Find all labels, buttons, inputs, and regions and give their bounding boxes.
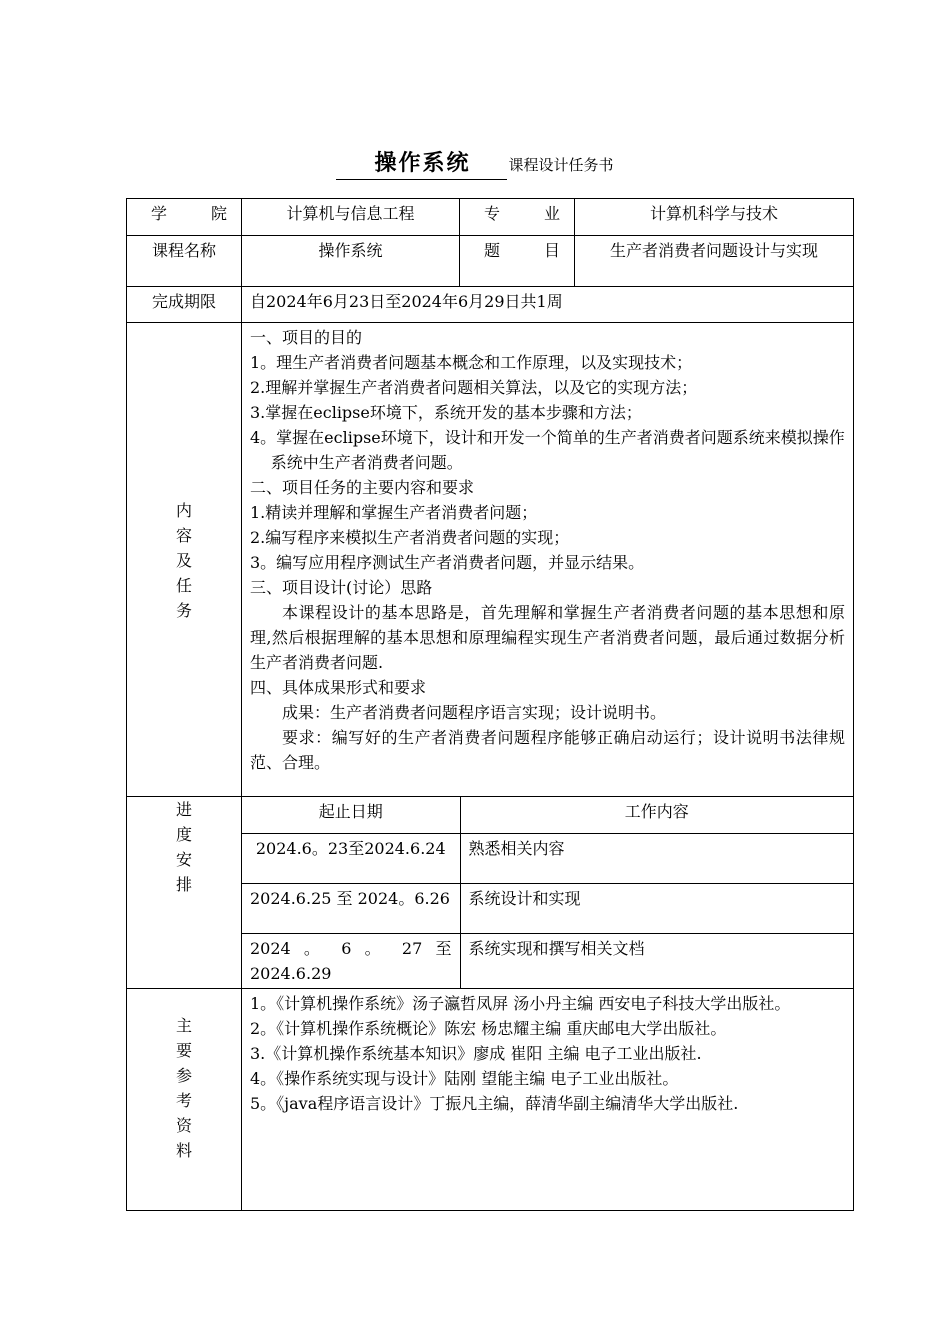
reference-item: 2。《计算机操作系统概论》陈宏 杨忠耀主编 重庆邮电大学出版社。	[250, 1018, 727, 1038]
reference-item: 3.《计算机操作系统基本知识》廖成 崔阳 主编 电子工业出版社.	[250, 1043, 702, 1063]
goal-item: 2.理解并掌握生产者消费者问题相关算法，以及它的实现方法；	[250, 378, 698, 397]
design-idea: 本课程设计的基本思路是，首先理解和掌握生产者消费者问题的基本思想和原理,然后根据理解的基本思想和原理编程实现生产者消费者问题，最后通过数据分析生产者消费者问题.	[250, 603, 845, 672]
schedule-date: 2024 。 6 。 27 至 2024.6.29	[242, 933, 460, 988]
reference-item: 1。《计算机操作系统》汤子瀛哲凤屏 汤小丹主编 西安电子科技大学出版社。	[250, 993, 791, 1013]
task-item: 1.精读并理解和掌握生产者消费者问题；	[250, 503, 538, 522]
section-heading-3: 三、项目设计(讨论）思路	[250, 578, 433, 597]
goal-item: 1。理生产者消费者问题基本概念和工作原理，以及实现技术；	[250, 353, 693, 372]
topic-value: 生产者消费者问题设计与实现	[575, 236, 854, 287]
schedule-date: 2024.6。23至2024.6.24	[242, 833, 460, 883]
task-item: 2.编写程序来模拟生产者消费者问题的实现；	[250, 528, 570, 547]
schedule-label-cell	[127, 797, 242, 989]
reference-item: 4。《操作系统实现与设计》陆刚 望能主编 电子工业出版社。	[250, 1068, 679, 1088]
schedule-work: 系统设计和实现	[460, 883, 853, 933]
schedule-table	[242, 797, 853, 988]
course-value: 操作系统	[242, 236, 460, 287]
reference-item: 5。《java程序语言设计》丁振凡主编，薛清华副主编清华大学出版社.	[250, 1093, 739, 1113]
schedule-work: 熟悉相关内容	[460, 833, 853, 883]
references-label-cell	[127, 988, 242, 1210]
section-heading-4: 四、具体成果形式和要求	[250, 678, 427, 697]
college-value: 计算机与信息工程	[242, 199, 460, 236]
task-item: 3。编写应用程序测试生产者消费者问题，并显示结果。	[250, 553, 645, 572]
course-name-title: 操作系统	[336, 146, 506, 180]
major-label: 专 业	[460, 199, 575, 236]
result-text: 成果：生产者消费者问题程序语言实现；设计说明书。	[282, 703, 667, 722]
college-label: 学 院	[127, 199, 242, 236]
schedule-work-header: 工作内容	[460, 797, 853, 833]
topic-label: 题 目	[460, 236, 575, 287]
requirement-text: 要求：编写好的生产者消费者问题程序能够正确启动运行；设计说明书法律规范、合理。	[250, 728, 845, 772]
schedule-date-header: 起止日期	[242, 797, 460, 833]
content-cell	[242, 323, 854, 797]
deadline-label: 完成期限	[127, 287, 242, 323]
course-label: 课程名称	[127, 236, 242, 287]
document-title	[0, 146, 950, 180]
section-heading-2: 二、项目任务的主要内容和要求	[250, 478, 475, 497]
deadline-value: 自2024年6月23日至2024年6月29日共1周	[242, 287, 854, 323]
document-subtitle: 课程设计任务书	[508, 156, 614, 174]
schedule-cell	[242, 797, 854, 989]
content-label-cell	[127, 323, 242, 797]
references-cell	[242, 988, 854, 1210]
goal-item: 3.掌握在eclipse环境下，系统开发的基本步骤和方法；	[250, 403, 642, 422]
major-value: 计算机科学与技术	[575, 199, 854, 236]
task-table	[126, 198, 854, 1211]
goal-item: 4。掌握在eclipse环境下，设计和开发一个简单的生产者消费者问题系统来模拟操作系统中生产者消费者问题。	[250, 428, 845, 472]
schedule-label: 进度安排	[175, 800, 192, 894]
schedule-work: 系统实现和撰写相关文档	[468, 938, 645, 958]
section-heading-1: 一、项目的目的	[250, 328, 363, 347]
references-label: 主要参考资料	[175, 1015, 192, 1160]
content-label: 内容及任务	[175, 501, 192, 620]
schedule-date: 2024.6.25 至 2024。6.26	[242, 883, 460, 933]
